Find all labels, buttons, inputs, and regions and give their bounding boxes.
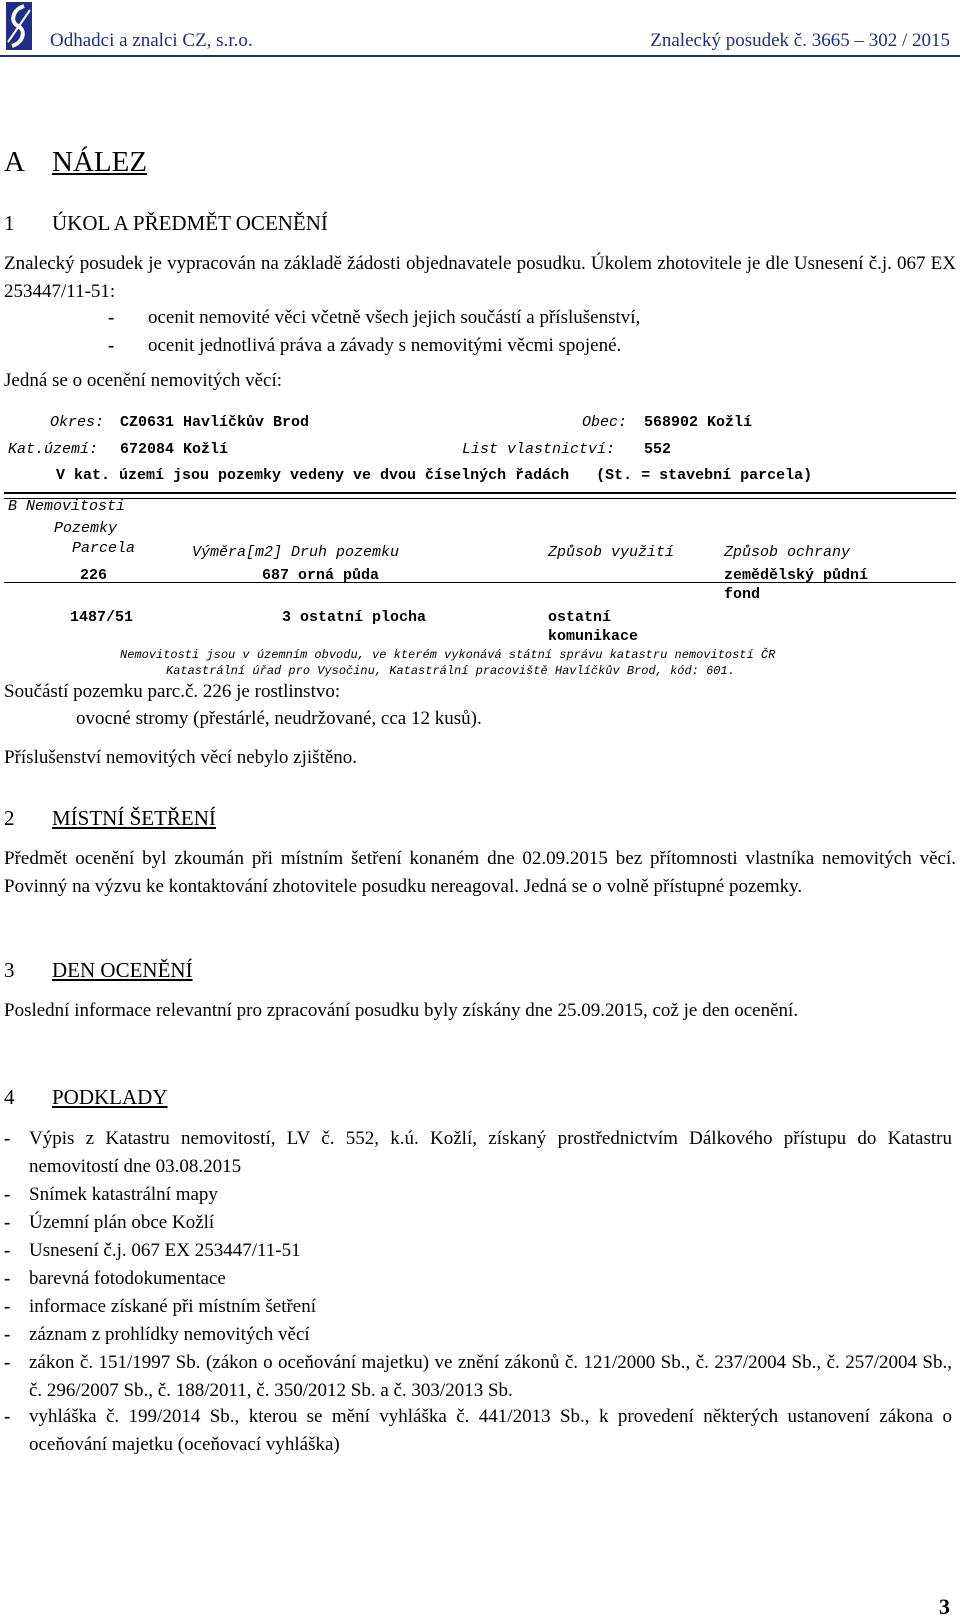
- podklady-item: - Územní plán obce Kožlí: [4, 1212, 215, 1233]
- lv-col-ochrana: Způsob ochrany: [724, 544, 851, 561]
- lv-rule: [4, 498, 956, 499]
- podklady-item: - záznam z prohlídky nemovitých věcí: [4, 1324, 310, 1345]
- podklady-item: - barevná fotodokumentace: [4, 1268, 226, 1289]
- lv-row-ochrana: fond: [724, 586, 761, 603]
- part-number: A: [4, 146, 25, 178]
- lv-row-parcela: 1487/51: [70, 609, 134, 626]
- lv-col-parcela: Parcela: [72, 540, 136, 557]
- bullet-dash: -: [108, 307, 115, 328]
- section-3-number: 3: [4, 958, 15, 982]
- lv-row-vymera: 3 ostatní plocha: [282, 609, 427, 626]
- soucasti-detail: ovocné stromy (přestárlé, neudržované, cca 12 kusů).: [76, 708, 482, 729]
- lv-sub: Pozemky: [54, 520, 118, 537]
- podklady-item: - Výpis z Katastru nemovitostí, LV č. 552, k.ú. Kožlí, získaný prostřednictvím Dálkového přístupu do Katastru nemovitostí dne 03.08.2015: [4, 1128, 952, 1177]
- section-4-title: PODKLADY: [52, 1085, 168, 1109]
- lv-row-ochrana: zemědělský půdní: [724, 567, 869, 584]
- podklady-item: - informace získané při místním šetření: [4, 1296, 317, 1317]
- lv-footer-1: Nemovitosti jsou v územním obvodu, ve kterém vykonává státní správu katastru nemovitostí ČR: [120, 648, 776, 662]
- lv-row-vymera: 687 orná půda: [262, 567, 380, 584]
- header-rule: [0, 55, 960, 57]
- section-4-heading: [4, 1085, 168, 1110]
- company-logo-icon: [4, 2, 36, 50]
- lv-obec-label: Obec:: [582, 414, 628, 431]
- section-1-number: 1: [4, 211, 15, 235]
- section-1-intro: Znalecký posudek je vypracován na základě žádosti objednavatele posudku. Úkolem zhotovitele je dle Usnesení č.j. 067 EX 253447/11-51:: [4, 253, 956, 302]
- section-4-number: 4: [4, 1085, 15, 1109]
- task-bullet: [108, 304, 641, 332]
- soucasti-text: Součástí pozemku parc.č. 226 je rostlinstvo:: [4, 681, 341, 702]
- section-3-text: Poslední informace relevantní pro zpracování posudku byly získány dne 25.09.2015, což je den ocenění.: [4, 1000, 799, 1021]
- lv-col-vymera: Výměra[m2] Druh pozemku: [192, 544, 400, 561]
- section-3-title: DEN OCENĚNÍ: [52, 958, 193, 982]
- page-number: 3: [939, 1594, 950, 1619]
- lv-katuzemi-label: Kat.území:: [8, 441, 99, 458]
- section-1-lead: Jedná se o ocenění nemovitých věcí:: [4, 370, 283, 391]
- lv-note: V kat. území jsou pozemky vedeny ve dvou číselných řadách (St. = stavební parcela): [56, 467, 813, 484]
- lv-rule: [4, 492, 956, 494]
- section-1-heading: [4, 211, 328, 236]
- bullet-dash: -: [108, 335, 115, 356]
- lv-row-vyuziti: komunikace: [548, 628, 639, 645]
- section-2-heading: [4, 806, 216, 831]
- task-bullet: [108, 332, 622, 360]
- section-2-title: MÍSTNÍ ŠETŘENÍ: [52, 806, 216, 830]
- podklady-item: - Usnesení č.j. 067 EX 253447/11-51: [4, 1240, 301, 1261]
- lv-list-value: 552: [644, 441, 672, 458]
- lv-row-vyuziti: ostatní: [548, 609, 612, 626]
- podklady-item: - zákon č. 151/1997 Sb. (zákon o oceňování majetku) ve znění zákonů č. 121/2000 Sb., č. 237/2004 Sb., č. 257/2004 Sb., č. 296/2007 Sb., č. 188/2011, č. 350/2012 Sb. a č. 303/2013 Sb.: [4, 1352, 952, 1401]
- lv-list-label: List vlastnictví:: [462, 441, 616, 458]
- section-1-title: ÚKOL A PŘEDMĚT OCENĚNÍ: [52, 211, 328, 235]
- lv-okres-label: Okres:: [50, 414, 105, 431]
- section-3-heading: [4, 958, 193, 983]
- lv-col-vyuziti: Způsob využití: [548, 544, 675, 561]
- lv-katuzemi-value: 672084 Kožlí: [120, 441, 229, 458]
- lv-okres-value: CZ0631 Havlíčkův Brod: [120, 414, 310, 431]
- part-heading: [4, 146, 147, 179]
- lv-obec-value: 568902 Kožlí: [644, 414, 753, 431]
- section-2-text: Předmět ocenění byl zkoumán při místním šetření konaném dne 02.09.2015 bez přítomnosti vlastníka nemovitých věcí. Povinný na výzvu ke kontaktování zhotovitele posudku nereagoval. Jedná se o volně přístupné pozemky.: [4, 848, 956, 897]
- task-bullet-text: ocenit jednotlivá práva a závady s nemovitými věcmi spojené.: [148, 335, 622, 356]
- podklady-item: - vyhláška č. 199/2014 Sb., kterou se mění vyhláška č. 441/2013 Sb., k provedení některých ustanovení zákona o oceňování majetku (oceňovací vyhláška): [4, 1406, 952, 1455]
- header-doc-ref: Znalecký posudek č. 3665 – 302 / 2015: [650, 30, 950, 51]
- prislusenstvi-text: Příslušenství nemovitých věcí nebylo zjištěno.: [4, 747, 358, 768]
- task-bullet-text: ocenit nemovité věci včetně všech jejich součástí a příslušenství,: [148, 307, 641, 328]
- part-title: NÁLEZ: [52, 146, 148, 178]
- section-2-number: 2: [4, 806, 15, 830]
- podklady-item: - Snímek katastrální mapy: [4, 1184, 218, 1205]
- header-company: Odhadci a znalci CZ, s.r.o.: [50, 30, 253, 51]
- lv-row-parcela: 226: [80, 567, 108, 584]
- lv-section: B Nemovitosti: [8, 498, 126, 515]
- lv-footer-2: Katastrální úřad pro Vysočinu, Katastrální pracoviště Havlíčkův Brod, kód: 601.: [166, 664, 735, 678]
